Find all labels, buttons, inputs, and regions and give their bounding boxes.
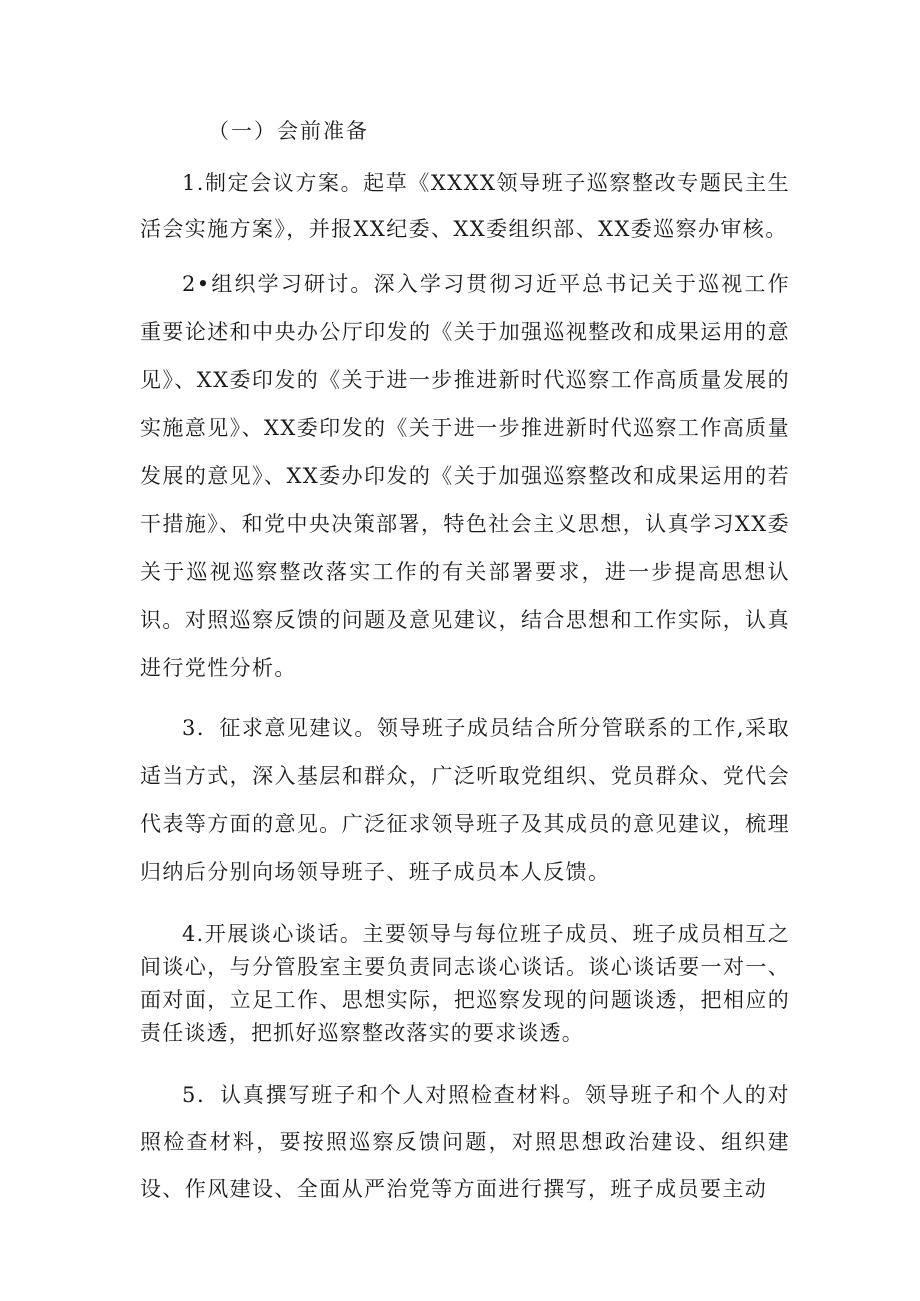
section-heading: （一）会前准备 [208, 119, 369, 143]
paragraph-solicit-opinions: 3．征求意见建议。领导班子成员结合所分管联系的工作,采取适当方式，深入基层和群众，广泛听取党组织、党员群众、党代会代表等方面的意见。广泛征求领导班子及其成员的意见建议，梳理归纳后分别向场领导班子、班子成员本人反馈。 [140, 716, 790, 884]
document-body [140, 108, 790, 1213]
paragraph-self-inspection-materials: 5．认真撰写班子和个人对照检查材料。领导班子和个人的对照检查材料，要按照巡察反馈问题，对照思想政治建设、组织建设、作风建设、全面从严治党等方面进行撰写，班子成员要主动 [140, 1083, 790, 1201]
paragraph-study-discussion: 2•组织学习研讨。深入学习贯彻习近平总书记关于巡视工作重要论述和中央办公厅印发的《关于加强巡视整改和成果运用的意见》、XX委印发的《关于进一步推进新时代巡察工作高质量发展的实施意见》、XX委印发的《关于进一步推进新时代巡察工作高质量发展的意见》、XX委办印发的《关于加强巡察整改和成果运用的若干措施》、和党中央决策部署，特色社会主义思想，认真学习XX委关于巡视巡察整改落实工作的有关部署要求，进一步提高思想认识。对照巡察反馈的问题及意见建议，结合思想和工作实际，认真进行党性分析。 [140, 272, 790, 680]
paragraph-meeting-plan: 1.制定会议方案。起草《XXXX领导班子巡察整改专题民主生活会实施方案》，并报XX纪委、XX委组织部、XX委巡察办审核。 [140, 171, 790, 241]
paragraph-heart-to-heart-talks: 4.开展谈心谈话。主要领导与每位班子成员、班子成员相互之间谈心，与分管股室主要负责同志谈心谈话。谈心谈话要一对一、面对面，立足工作、思想实际，把巡察发现的问题谈透，把相应的责任谈透，把抓好巡察整改落实的要求谈透。 [140, 922, 790, 1045]
